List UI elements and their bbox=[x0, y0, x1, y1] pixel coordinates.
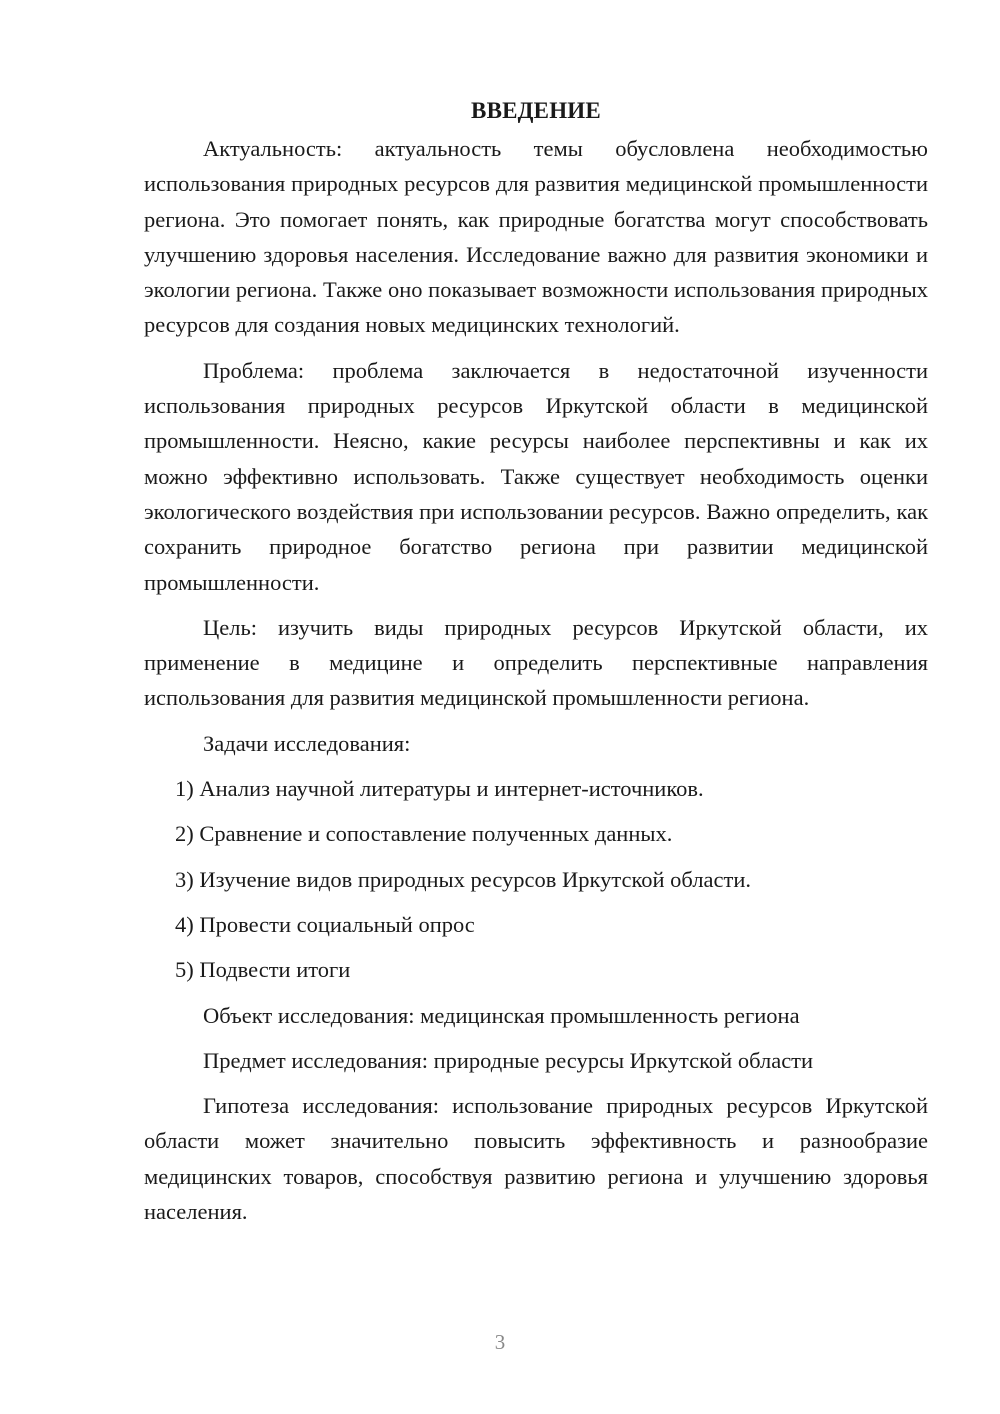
problem-paragraph: Проблема: проблема заключается в недостаточной изученности использования природных ресурсов Иркутской области в медицинской промышленности. Неясно, какие ресурсы наиболее перспективны и как их можно эффективно использовать. Также существует необходимость оценки экологического воздействия при использовании ресурсов. Важно определить, как сохранить природное богатство региона при развитии медицинской промышленности. bbox=[144, 357, 928, 595]
list-item: 2) Сравнение и сопоставление полученных данных. bbox=[175, 821, 673, 847]
document-page bbox=[144, 96, 928, 1239]
subject-line: Предмет исследования: природные ресурсы Иркутской области bbox=[203, 1047, 814, 1073]
relevance-paragraph: Актуальность: актуальность темы обусловлена необходимостью использования природных ресурсов для развития медицинской промышленности региона. Это помогает понять, как природные богатства могут способствовать улучшению здоровья населения. Исследование важно для развития экономики и экологии региона. Также оно показывает возможности использования природных ресурсов для создания новых медицинских технологий. bbox=[144, 136, 928, 338]
hypothesis-paragraph: Гипотеза исследования: использование природных ресурсов Иркутской области может значительно повысить эффективность и разнообразие медицинских товаров, способствуя развитию региона и улучшению здоровья населения. bbox=[144, 1093, 928, 1225]
list-item: 3) Изучение видов природных ресурсов Иркутской области. bbox=[175, 866, 752, 892]
tasks-label: Задачи исследования: bbox=[203, 730, 411, 756]
page-title: ВВЕДЕНИЕ bbox=[471, 98, 601, 123]
list-item: 5) Подвести итоги bbox=[175, 957, 351, 983]
page-number: 3 bbox=[494, 1330, 506, 1354]
goal-paragraph: Цель: изучить виды природных ресурсов Иркутской области, их применение в медицине и определить перспективные направления использования для развития медицинской промышленности региона. bbox=[144, 614, 928, 711]
list-item: 4) Провести социальный опрос bbox=[175, 911, 475, 937]
tasks-list bbox=[144, 771, 928, 987]
list-item: 1) Анализ научной литературы и интернет-источников. bbox=[175, 776, 704, 802]
object-line: Объект исследования: медицинская промышленность региона bbox=[203, 1002, 800, 1028]
